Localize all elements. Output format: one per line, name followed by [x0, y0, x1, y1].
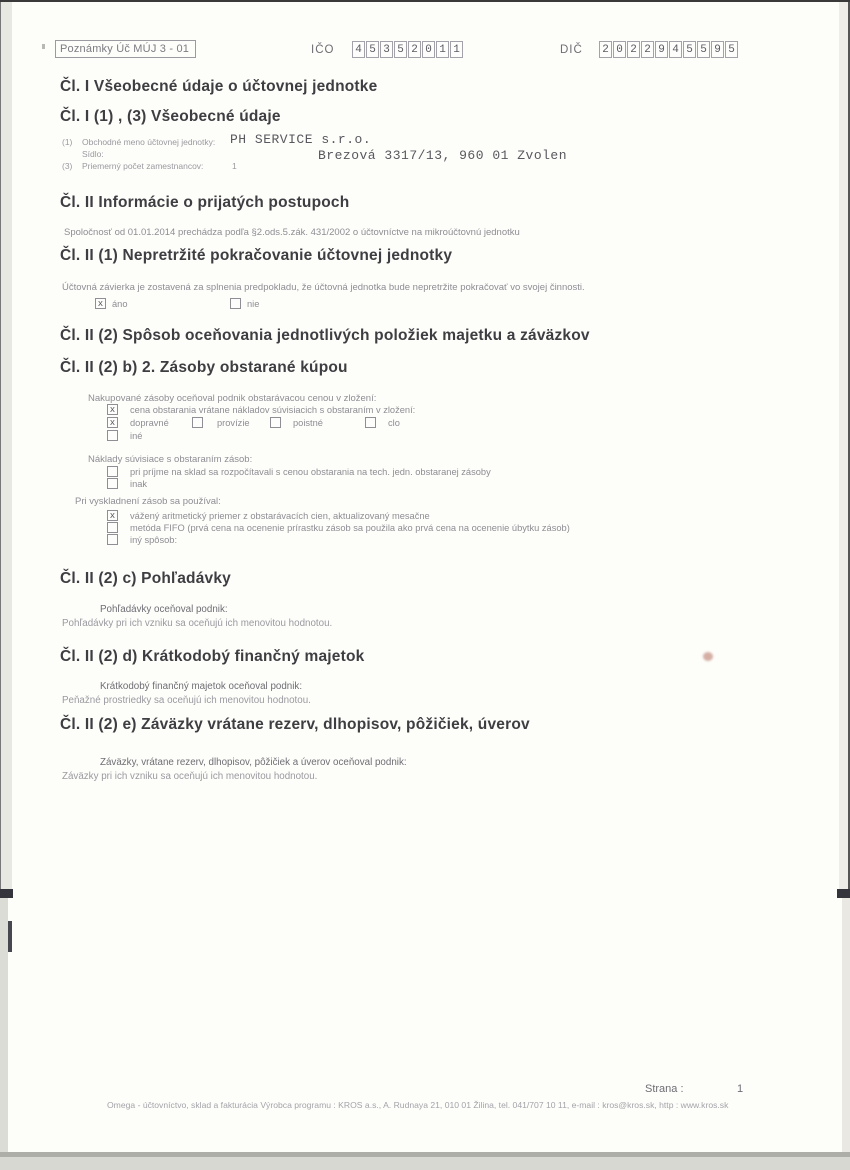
dic-digit: 5: [683, 41, 696, 58]
section-title-general-detail: Čl. I (1) , (3) Všeobecné údaje: [60, 108, 281, 125]
form-code-box: Poznámky Úč MÚJ 3 - 01: [55, 40, 196, 58]
section-title-receivables: Čl. II (2) c) Pohľadávky: [60, 570, 231, 587]
row-number: (3): [62, 161, 73, 171]
dic-digit: 9: [711, 41, 724, 58]
ico-digit: 5: [366, 41, 379, 58]
section-title-general: Čl. I Všeobecné údaje o účtovnej jednotke: [60, 78, 378, 95]
dic-digit: 5: [697, 41, 710, 58]
checkbox-other-costs: [107, 430, 118, 441]
checkbox-transport: x: [107, 417, 118, 428]
checkbox-no-label: nie: [247, 299, 260, 309]
checkbox-weighted-average-label: vážený aritmetický priemer z obstarávacích cien, aktualizovaný mesačne: [130, 511, 430, 521]
field-label-address: Sídlo:: [82, 149, 104, 159]
ico-label: IČO: [311, 44, 335, 56]
procedures-note: Spoločnosť od 01.01.2014 prechádza podľa §2.ods.5.zák. 431/2002 o účtovníctve na mikroúčtovnú jednotku: [64, 227, 520, 238]
section-title-continuity: Čl. II (1) Nepretržité pokračovanie účtovnej jednotky: [60, 247, 453, 264]
checkbox-yes-label: áno: [112, 299, 128, 309]
checkbox-other-costs-label: iné: [130, 431, 143, 441]
checkbox-insurance-label: poistné: [293, 418, 323, 428]
liabilities-sublabel: Záväzky, vrátane rezerv, dlhopisov, pôžičiek a úverov oceňoval podnik:: [100, 757, 407, 768]
continuity-note: Účtovná závierka je zostavená za splnenia predpokladu, že účtovná jednotka bude nepretržite pokračovať vo svojej činnosti.: [62, 282, 585, 293]
checkbox-customs: [365, 417, 376, 428]
dic-digit: 9: [655, 41, 668, 58]
dic-digit: 2: [641, 41, 654, 58]
receivables-text: Pohľadávky pri ich vzniku sa oceňujú ich menovitou hodnotou.: [62, 618, 333, 629]
financial-assets-text: Peňažné prostriedky sa oceňujú ich menovitou hodnotou.: [62, 695, 311, 706]
scan-edge-top: [0, 0, 850, 2]
scan-red-smudge: [703, 652, 713, 661]
ico-digit: 3: [380, 41, 393, 58]
ico-digit: 5: [394, 41, 407, 58]
scan-strip-right-lower: [842, 898, 850, 1152]
dic-digit: 2: [627, 41, 640, 58]
scan-strip-left-lower: [0, 898, 8, 1152]
scan-bottom-band: [0, 1157, 850, 1170]
ico-digit-boxes: [352, 41, 463, 58]
checkbox-acquisition-cost-label: cena obstarania vrátane nákladov súvisiacich s obstaraním v zložení:: [130, 405, 416, 415]
field-value-business-name: PH SERVICE s.r.o.: [230, 132, 372, 147]
page-number-label: Strana :: [645, 1083, 684, 1095]
section-title-inventory: Čl. II (2) b) 2. Zásoby obstarané kúpou: [60, 359, 348, 376]
footer-program-info: Omega - účtovníctvo, sklad a fakturácia Výrobca programu : KROS a.s., A. Rudnaya 21, 010 01 Žilina, tel. 041/707 10 11, e-mail : kros@kros.sk, http : www.kros.sk: [107, 1100, 729, 1110]
financial-assets-sublabel: Krátkodobý finančný majetok oceňoval podnik:: [100, 681, 303, 692]
ico-digit: 1: [450, 41, 463, 58]
liabilities-text: Záväzky pri ich vzniku sa oceňujú ich menovitou hodnotou.: [62, 771, 318, 782]
field-label-employees: Priemerný počet zamestnancov:: [82, 161, 204, 171]
inventory-group1-label: Nakupované zásoby oceňoval podnik obstarávacou cenou v zložení:: [88, 393, 377, 404]
checkbox-weighted-average: x: [107, 510, 118, 521]
scan-edge-right: [839, 2, 850, 893]
checkbox-acquisition-cost: x: [107, 404, 118, 415]
checkbox-commission: [192, 417, 203, 428]
field-value-address: Brezová 3317/13, 960 01 Zvolen: [318, 148, 568, 163]
section-title-valuation: Čl. II (2) Spôsob oceňovania jednotlivých položiek majetku a záväzkov: [60, 327, 590, 344]
section-title-financial-assets: Čl. II (2) d) Krátkodobý finančný majetok: [60, 648, 365, 665]
checkbox-otherwise-label: inak: [130, 479, 148, 489]
field-value-employees: 1: [232, 161, 237, 171]
scan-edge-left: [0, 2, 12, 893]
section-title-procedures: Čl. II Informácie o prijatých postupoch: [60, 194, 350, 211]
dic-digit: 0: [613, 41, 626, 58]
checkbox-no: [230, 298, 241, 309]
checkbox-allocated-on-receipt: [107, 466, 118, 477]
page-number-value: 1: [737, 1083, 744, 1095]
inventory-group3-label: Pri vyskladnení zásob sa používal:: [75, 496, 221, 507]
checkbox-insurance: [270, 417, 281, 428]
checkbox-fifo-label: metóda FIFO (prvá cena na ocenenie prírastku zásob sa použila ako prvá cena na ocenenie úbytku zásob): [130, 523, 570, 533]
checkbox-yes: x: [95, 298, 106, 309]
scan-dash-right: [837, 889, 850, 898]
field-label-business-name: Obchodné meno účtovnej jednotky:: [82, 137, 216, 147]
ico-digit: 0: [422, 41, 435, 58]
dic-digit: 4: [669, 41, 682, 58]
dic-label: DIČ: [560, 44, 583, 56]
checkbox-transport-label: dopravné: [130, 418, 169, 428]
dic-digit: 5: [725, 41, 738, 58]
checkbox-fifo: [107, 522, 118, 533]
inventory-group2-label: Náklady súvisiace s obstaraním zásob:: [88, 454, 253, 465]
dic-digit: 2: [599, 41, 612, 58]
ico-digit: 1: [436, 41, 449, 58]
ico-digit: 2: [408, 41, 421, 58]
scan-speck: [42, 44, 45, 49]
checkbox-allocated-on-receipt-label: pri príjme na sklad sa rozpočítavali s cenou obstarania na tech. jedn. obstaranej zásoby: [130, 467, 491, 477]
checkbox-other-method-label: iný spôsob:: [130, 535, 178, 545]
section-title-liabilities: Čl. II (2) e) Záväzky vrátane rezerv, dlhopisov, pôžičiek, úverov: [60, 716, 530, 733]
ico-digit: 4: [352, 41, 365, 58]
receivables-sublabel: Pohľadávky oceňoval podnik:: [100, 604, 228, 615]
checkbox-other-method: [107, 534, 118, 545]
row-number: (1): [62, 137, 73, 147]
dic-digit-boxes: [599, 41, 738, 58]
scan-dash-left: [0, 889, 13, 898]
checkbox-otherwise: [107, 478, 118, 489]
checkbox-commission-label: provízie: [217, 418, 250, 428]
checkbox-customs-label: clo: [388, 418, 400, 428]
